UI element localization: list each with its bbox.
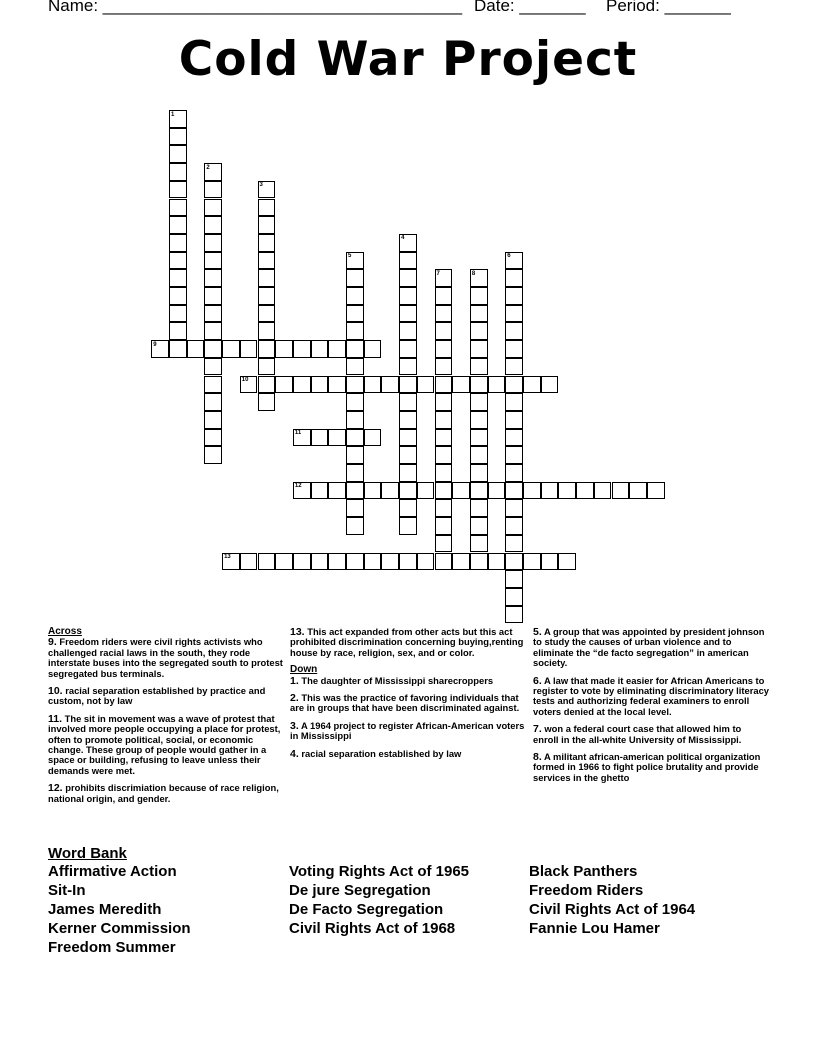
crossword-cell[interactable] <box>435 358 453 376</box>
crossword-cell[interactable] <box>293 553 311 571</box>
clue-item <box>290 627 526 658</box>
crossword-cell[interactable] <box>346 376 364 394</box>
clue-number-8: 8 <box>471 270 476 277</box>
crossword-cell[interactable] <box>612 482 630 500</box>
crossword-cell[interactable] <box>505 340 523 358</box>
crossword-cell[interactable] <box>505 482 523 500</box>
crossword-cell[interactable] <box>505 553 523 571</box>
crossword-cell[interactable] <box>399 358 417 376</box>
crossword-cell[interactable] <box>187 340 205 358</box>
word-bank-item: Civil Rights Act of 1964 <box>529 901 696 918</box>
clue-number: 1. <box>290 674 299 687</box>
crossword-cell[interactable] <box>311 482 329 500</box>
crossword-cell[interactable] <box>470 340 488 358</box>
crossword-cell[interactable] <box>169 269 187 287</box>
crossword-cell[interactable] <box>346 482 364 500</box>
crossword-cell[interactable] <box>364 376 382 394</box>
crossword-cell[interactable] <box>169 252 187 270</box>
crossword-cell[interactable] <box>417 553 435 571</box>
crossword-cell[interactable] <box>311 553 329 571</box>
crossword-cell[interactable] <box>169 234 187 252</box>
crossword-cell[interactable] <box>399 252 417 270</box>
clue-text: A 1964 project to register African-American voters in Mississippi <box>290 719 525 742</box>
clue-text: This act expanded from other acts but this act prohibited discrimination concerning buying,renting house by race, religion, sex, and or color. <box>290 626 524 658</box>
clue-text: A group that was appointed by president johnson to study the causes of urban violence and to eliminate the “de facto segregation” in american society. <box>533 626 765 669</box>
crossword-cell[interactable] <box>346 340 364 358</box>
crossword-cell[interactable] <box>399 393 417 411</box>
crossword-cell[interactable] <box>505 588 523 606</box>
clue-number: 5. <box>533 626 542 638</box>
down-heading: Down <box>290 664 318 676</box>
clue-item <box>290 693 526 714</box>
crossword-cell[interactable] <box>204 216 222 234</box>
clue-text: This was the practice of favoring individuals that are in groups that have been discriminated against. <box>290 692 520 714</box>
crossword-cell[interactable] <box>204 269 222 287</box>
crossword-cell[interactable] <box>541 376 559 394</box>
clue-text: A law that made it easier for African Americans to register to vote by eliminating discriminatory literacy tests and authorizing federal examiners to enroll voters denied at the local level. <box>533 674 770 717</box>
word-bank-title: Word Bank <box>48 845 127 862</box>
word-bank-item: Black Panthers <box>529 863 638 880</box>
clue-item <box>533 724 769 745</box>
crossword-cell[interactable] <box>505 376 523 394</box>
crossword-cell[interactable] <box>258 216 276 234</box>
crossword-cell[interactable] <box>505 287 523 305</box>
clue-item <box>48 686 284 707</box>
crossword-cell[interactable] <box>399 446 417 464</box>
crossword-cell[interactable] <box>169 163 187 181</box>
crossword-cell[interactable] <box>470 322 488 340</box>
crossword-cell[interactable] <box>505 393 523 411</box>
crossword-cell[interactable] <box>204 340 222 358</box>
crossword-cell[interactable] <box>258 269 276 287</box>
word-bank-item: Voting Rights Act of 1965 <box>289 863 470 880</box>
crossword-cell[interactable] <box>275 376 293 394</box>
clue-number-13: 13 <box>224 554 231 560</box>
crossword-cell[interactable] <box>169 128 187 146</box>
clue-text: prohibits discrimiation because of race religion, national origin, and gender. <box>48 782 279 804</box>
crossword-cell[interactable] <box>558 553 576 571</box>
date-field[interactable]: Date: _______ <box>474 0 586 15</box>
crossword-cell[interactable] <box>399 553 417 571</box>
word-bank-item: Civil Rights Act of 1968 <box>289 920 456 937</box>
page-title: Cold War Project <box>178 32 638 87</box>
word-bank-item: James Meredith <box>48 901 162 918</box>
clue-number-11: 11 <box>294 430 302 437</box>
clue-text: A militant african-american political organization formed in 1966 to fight police brutality and provide services in the ghetto <box>533 751 761 783</box>
crossword-cell[interactable] <box>346 446 364 464</box>
crossword-cell[interactable] <box>435 305 453 323</box>
crossword-cell[interactable] <box>470 517 488 535</box>
word-bank-item: Kerner Commission <box>48 920 191 937</box>
crossword-cell[interactable] <box>204 393 222 411</box>
crossword-cell[interactable] <box>399 482 417 500</box>
crossword-cell[interactable] <box>346 305 364 323</box>
crossword-cell[interactable] <box>435 393 453 411</box>
crossword-cell[interactable] <box>346 517 364 535</box>
crossword-cell[interactable] <box>470 376 488 394</box>
crossword-cell[interactable] <box>346 553 364 571</box>
crossword-cell[interactable] <box>346 393 364 411</box>
crossword-cell[interactable] <box>576 482 594 500</box>
clue-number-7: 7 <box>436 270 440 277</box>
clue-number: 7. <box>533 723 542 736</box>
name-field[interactable]: Name: ______________________________________ <box>48 0 463 15</box>
crossword-cell[interactable] <box>328 482 346 500</box>
crossword-cell[interactable] <box>435 429 453 447</box>
crossword-cell[interactable] <box>311 429 329 447</box>
crossword-cell[interactable] <box>328 340 346 358</box>
clue-number-1: 1 <box>171 111 175 118</box>
crossword-cell[interactable] <box>505 429 523 447</box>
crossword-cell[interactable] <box>240 553 258 571</box>
crossword-cell[interactable] <box>399 464 417 482</box>
crossword-cell[interactable] <box>435 411 453 429</box>
crossword-cell[interactable] <box>505 464 523 482</box>
clue-item <box>290 676 526 686</box>
word-bank-item: De Facto Segregation <box>289 901 444 918</box>
clue-text: won a federal court case that allowed him to enroll in the all-white University of Mississippi. <box>533 723 742 745</box>
crossword-cell[interactable] <box>452 553 470 571</box>
crossword-cell[interactable] <box>381 482 399 500</box>
crossword-cell[interactable] <box>417 376 435 394</box>
crossword-cell[interactable] <box>346 287 364 305</box>
crossword-cell[interactable] <box>470 305 488 323</box>
clue-number-9: 9 <box>153 341 157 348</box>
crossword-cell[interactable] <box>435 464 453 482</box>
clue-text: racial separation established by practice and custom, not by law <box>48 685 266 707</box>
clue-text: Freedom riders were civil rights activists who challenged racial laws in the south, they rode interstate buses into the segregated south to protest segregated bus terminals. <box>48 636 283 679</box>
crossword-cell[interactable] <box>435 499 453 517</box>
crossword-cell[interactable] <box>541 482 559 500</box>
crossword-cell[interactable] <box>204 376 222 394</box>
crossword-cell[interactable] <box>470 535 488 553</box>
crossword-cell[interactable] <box>204 358 222 376</box>
crossword-cell[interactable] <box>629 482 647 500</box>
crossword-cell[interactable] <box>435 446 453 464</box>
crossword-cell[interactable] <box>647 482 665 500</box>
clue-number-6: 6 <box>507 253 511 260</box>
crossword-cell[interactable] <box>594 482 612 500</box>
crossword-cell[interactable] <box>399 287 417 305</box>
crossword-cell[interactable] <box>204 411 222 429</box>
word-bank-item: De jure Segregation <box>289 882 431 899</box>
word-bank-column-3 <box>529 862 695 938</box>
word-bank-column-1 <box>48 862 191 957</box>
crossword-cell[interactable] <box>435 376 453 394</box>
crossword-cell[interactable] <box>452 482 470 500</box>
crossword-cell[interactable] <box>258 376 276 394</box>
crossword-cell[interactable] <box>258 358 276 376</box>
crossword-cell[interactable] <box>169 181 187 199</box>
crossword-cell[interactable] <box>346 269 364 287</box>
crossword-cell[interactable] <box>470 464 488 482</box>
crossword-cell[interactable] <box>204 252 222 270</box>
crossword-cell[interactable] <box>505 358 523 376</box>
crossword-cell[interactable] <box>275 553 293 571</box>
crossword-cell[interactable] <box>328 376 346 394</box>
clue-number: 4. <box>290 747 299 760</box>
word-bank-item: Sit-In <box>48 882 86 899</box>
crossword-cell[interactable] <box>258 199 276 217</box>
crossword-cell[interactable] <box>311 376 329 394</box>
crossword-cell[interactable] <box>399 517 417 535</box>
crossword-cell[interactable] <box>328 553 346 571</box>
crossword-cell[interactable] <box>488 553 506 571</box>
crossword-cell[interactable] <box>204 305 222 323</box>
crossword-cell[interactable] <box>204 199 222 217</box>
crossword-cell[interactable] <box>470 482 488 500</box>
crossword-cell[interactable] <box>364 553 382 571</box>
clue-number-2: 2 <box>206 164 210 171</box>
crossword-cell[interactable] <box>399 499 417 517</box>
clue-number-3: 3 <box>259 182 263 189</box>
crossword-cell[interactable] <box>258 553 276 571</box>
word-bank-item: Affirmative Action <box>48 863 177 880</box>
crossword-cell[interactable] <box>293 376 311 394</box>
crossword-cell[interactable] <box>435 482 453 500</box>
crossword-cell[interactable] <box>505 570 523 588</box>
crossword-cell[interactable] <box>346 499 364 517</box>
crossword-cell[interactable] <box>505 535 523 553</box>
crossword-cell[interactable] <box>346 429 364 447</box>
crossword-cell[interactable] <box>240 340 258 358</box>
crossword-cell[interactable] <box>381 376 399 394</box>
crossword-cell[interactable] <box>169 305 187 323</box>
crossword-cell[interactable] <box>204 287 222 305</box>
crossword-cell[interactable] <box>488 482 506 500</box>
crossword-cell[interactable] <box>204 181 222 199</box>
crossword-cell[interactable] <box>435 322 453 340</box>
clue-text: The daughter of Mississippi sharecroppers <box>298 674 494 686</box>
period-field[interactable]: Period: _______ <box>606 0 731 15</box>
crossword-cell[interactable] <box>399 376 417 394</box>
crossword-cell[interactable] <box>258 340 276 358</box>
crossword-cell[interactable] <box>505 305 523 323</box>
crossword-cell[interactable] <box>204 429 222 447</box>
crossword-cell[interactable] <box>435 553 453 571</box>
clues-column-1 <box>48 627 284 811</box>
crossword-cell[interactable] <box>399 411 417 429</box>
crossword-cell[interactable] <box>364 482 382 500</box>
crossword-cell[interactable] <box>204 234 222 252</box>
clue-number: 13. <box>290 626 305 638</box>
crossword-cell[interactable] <box>505 269 523 287</box>
clue-number: 3. <box>290 719 299 732</box>
crossword-cell[interactable] <box>169 287 187 305</box>
crossword-cell[interactable] <box>541 553 559 571</box>
clue-number: 11. <box>48 712 63 725</box>
crossword-cell[interactable] <box>523 553 541 571</box>
crossword-cell[interactable] <box>346 411 364 429</box>
crossword-cell[interactable] <box>169 322 187 340</box>
crossword-cell[interactable] <box>523 376 541 394</box>
crossword-cell[interactable] <box>258 234 276 252</box>
clues-column-3 <box>533 627 769 790</box>
crossword-cell[interactable] <box>558 482 576 500</box>
crossword-cell[interactable] <box>275 340 293 358</box>
crossword-cell[interactable] <box>399 340 417 358</box>
clue-number: 6. <box>533 674 542 687</box>
crossword-cell[interactable] <box>435 535 453 553</box>
clue-item <box>48 714 284 776</box>
crossword-cell[interactable] <box>328 429 346 447</box>
across-heading: Across <box>48 626 82 637</box>
clue-number: 9. <box>48 636 57 649</box>
crossword-cell[interactable] <box>470 287 488 305</box>
crossword-cell[interactable] <box>346 358 364 376</box>
word-bank-column-2 <box>289 862 469 938</box>
word-bank-item: Fannie Lou Hamer <box>529 920 660 937</box>
crossword-cell[interactable] <box>258 322 276 340</box>
clue-number-4: 4 <box>401 235 405 242</box>
crossword-cell[interactable] <box>470 499 488 517</box>
clue-item <box>290 749 526 759</box>
crossword-cell[interactable] <box>169 199 187 217</box>
crossword-cell[interactable] <box>169 340 187 358</box>
clue-item <box>533 627 769 669</box>
crossword-cell[interactable] <box>311 340 329 358</box>
clue-item <box>533 752 769 783</box>
crossword-cell[interactable] <box>258 252 276 270</box>
word-bank-item: Freedom Summer <box>48 939 176 956</box>
crossword-cell[interactable] <box>417 482 435 500</box>
crossword-cell[interactable] <box>364 429 382 447</box>
crossword-cell[interactable] <box>470 393 488 411</box>
clue-text: The sit in movement was a wave of protest that involved more people occupying a place for protest, often to promote political, social, or economic change. These group of people would gather in a space or building, refusing to leave unless their demands were met. <box>48 712 281 776</box>
crossword-cell[interactable] <box>470 411 488 429</box>
clue-number-10: 10 <box>241 377 249 383</box>
crossword-cell[interactable] <box>505 606 523 624</box>
crossword-cell[interactable] <box>169 216 187 234</box>
crossword-cell[interactable] <box>435 340 453 358</box>
crossword-cell[interactable] <box>381 553 399 571</box>
clue-item <box>533 676 769 718</box>
crossword-cell[interactable] <box>204 446 222 464</box>
crossword-cell[interactable] <box>399 305 417 323</box>
crossword-cell[interactable] <box>258 393 276 411</box>
crossword-cell[interactable] <box>204 322 222 340</box>
crossword-cell[interactable] <box>346 464 364 482</box>
word-bank-item: Freedom Riders <box>529 882 644 899</box>
clue-number: 10. <box>48 685 63 698</box>
crossword-cell[interactable] <box>435 287 453 305</box>
crossword-cell[interactable] <box>258 305 276 323</box>
crossword-cell[interactable] <box>435 517 453 535</box>
crossword-cell[interactable] <box>505 499 523 517</box>
clue-number-5: 5 <box>348 253 352 260</box>
crossword-cell[interactable] <box>470 553 488 571</box>
crossword-cell[interactable] <box>505 517 523 535</box>
crossword-cell[interactable] <box>399 322 417 340</box>
crossword-cell[interactable] <box>293 340 311 358</box>
crossword-cell[interactable] <box>488 376 506 394</box>
clue-item <box>48 637 284 679</box>
crossword-cell[interactable] <box>470 429 488 447</box>
crossword-cell[interactable] <box>399 429 417 447</box>
clue-number: 12. <box>48 782 63 795</box>
crossword-cell[interactable] <box>505 411 523 429</box>
clue-item <box>290 721 526 742</box>
clue-text: racial separation established by law <box>298 747 462 759</box>
crossword-cell[interactable] <box>169 145 187 163</box>
crossword-cell[interactable] <box>258 287 276 305</box>
clues-column-2 <box>290 627 526 766</box>
clue-number: 8. <box>533 751 542 764</box>
crossword-cell[interactable] <box>470 358 488 376</box>
crossword-cell[interactable] <box>505 322 523 340</box>
crossword-cell[interactable] <box>452 376 470 394</box>
crossword-cell[interactable] <box>505 446 523 464</box>
crossword-cell[interactable] <box>346 322 364 340</box>
crossword-cell[interactable] <box>222 340 240 358</box>
crossword-cell[interactable] <box>364 340 382 358</box>
crossword-cell[interactable] <box>470 446 488 464</box>
crossword-cell[interactable] <box>399 269 417 287</box>
clue-item <box>48 783 284 804</box>
crossword-cell[interactable] <box>523 482 541 500</box>
clue-number: 2. <box>290 692 299 705</box>
clue-number-12: 12 <box>294 483 302 490</box>
